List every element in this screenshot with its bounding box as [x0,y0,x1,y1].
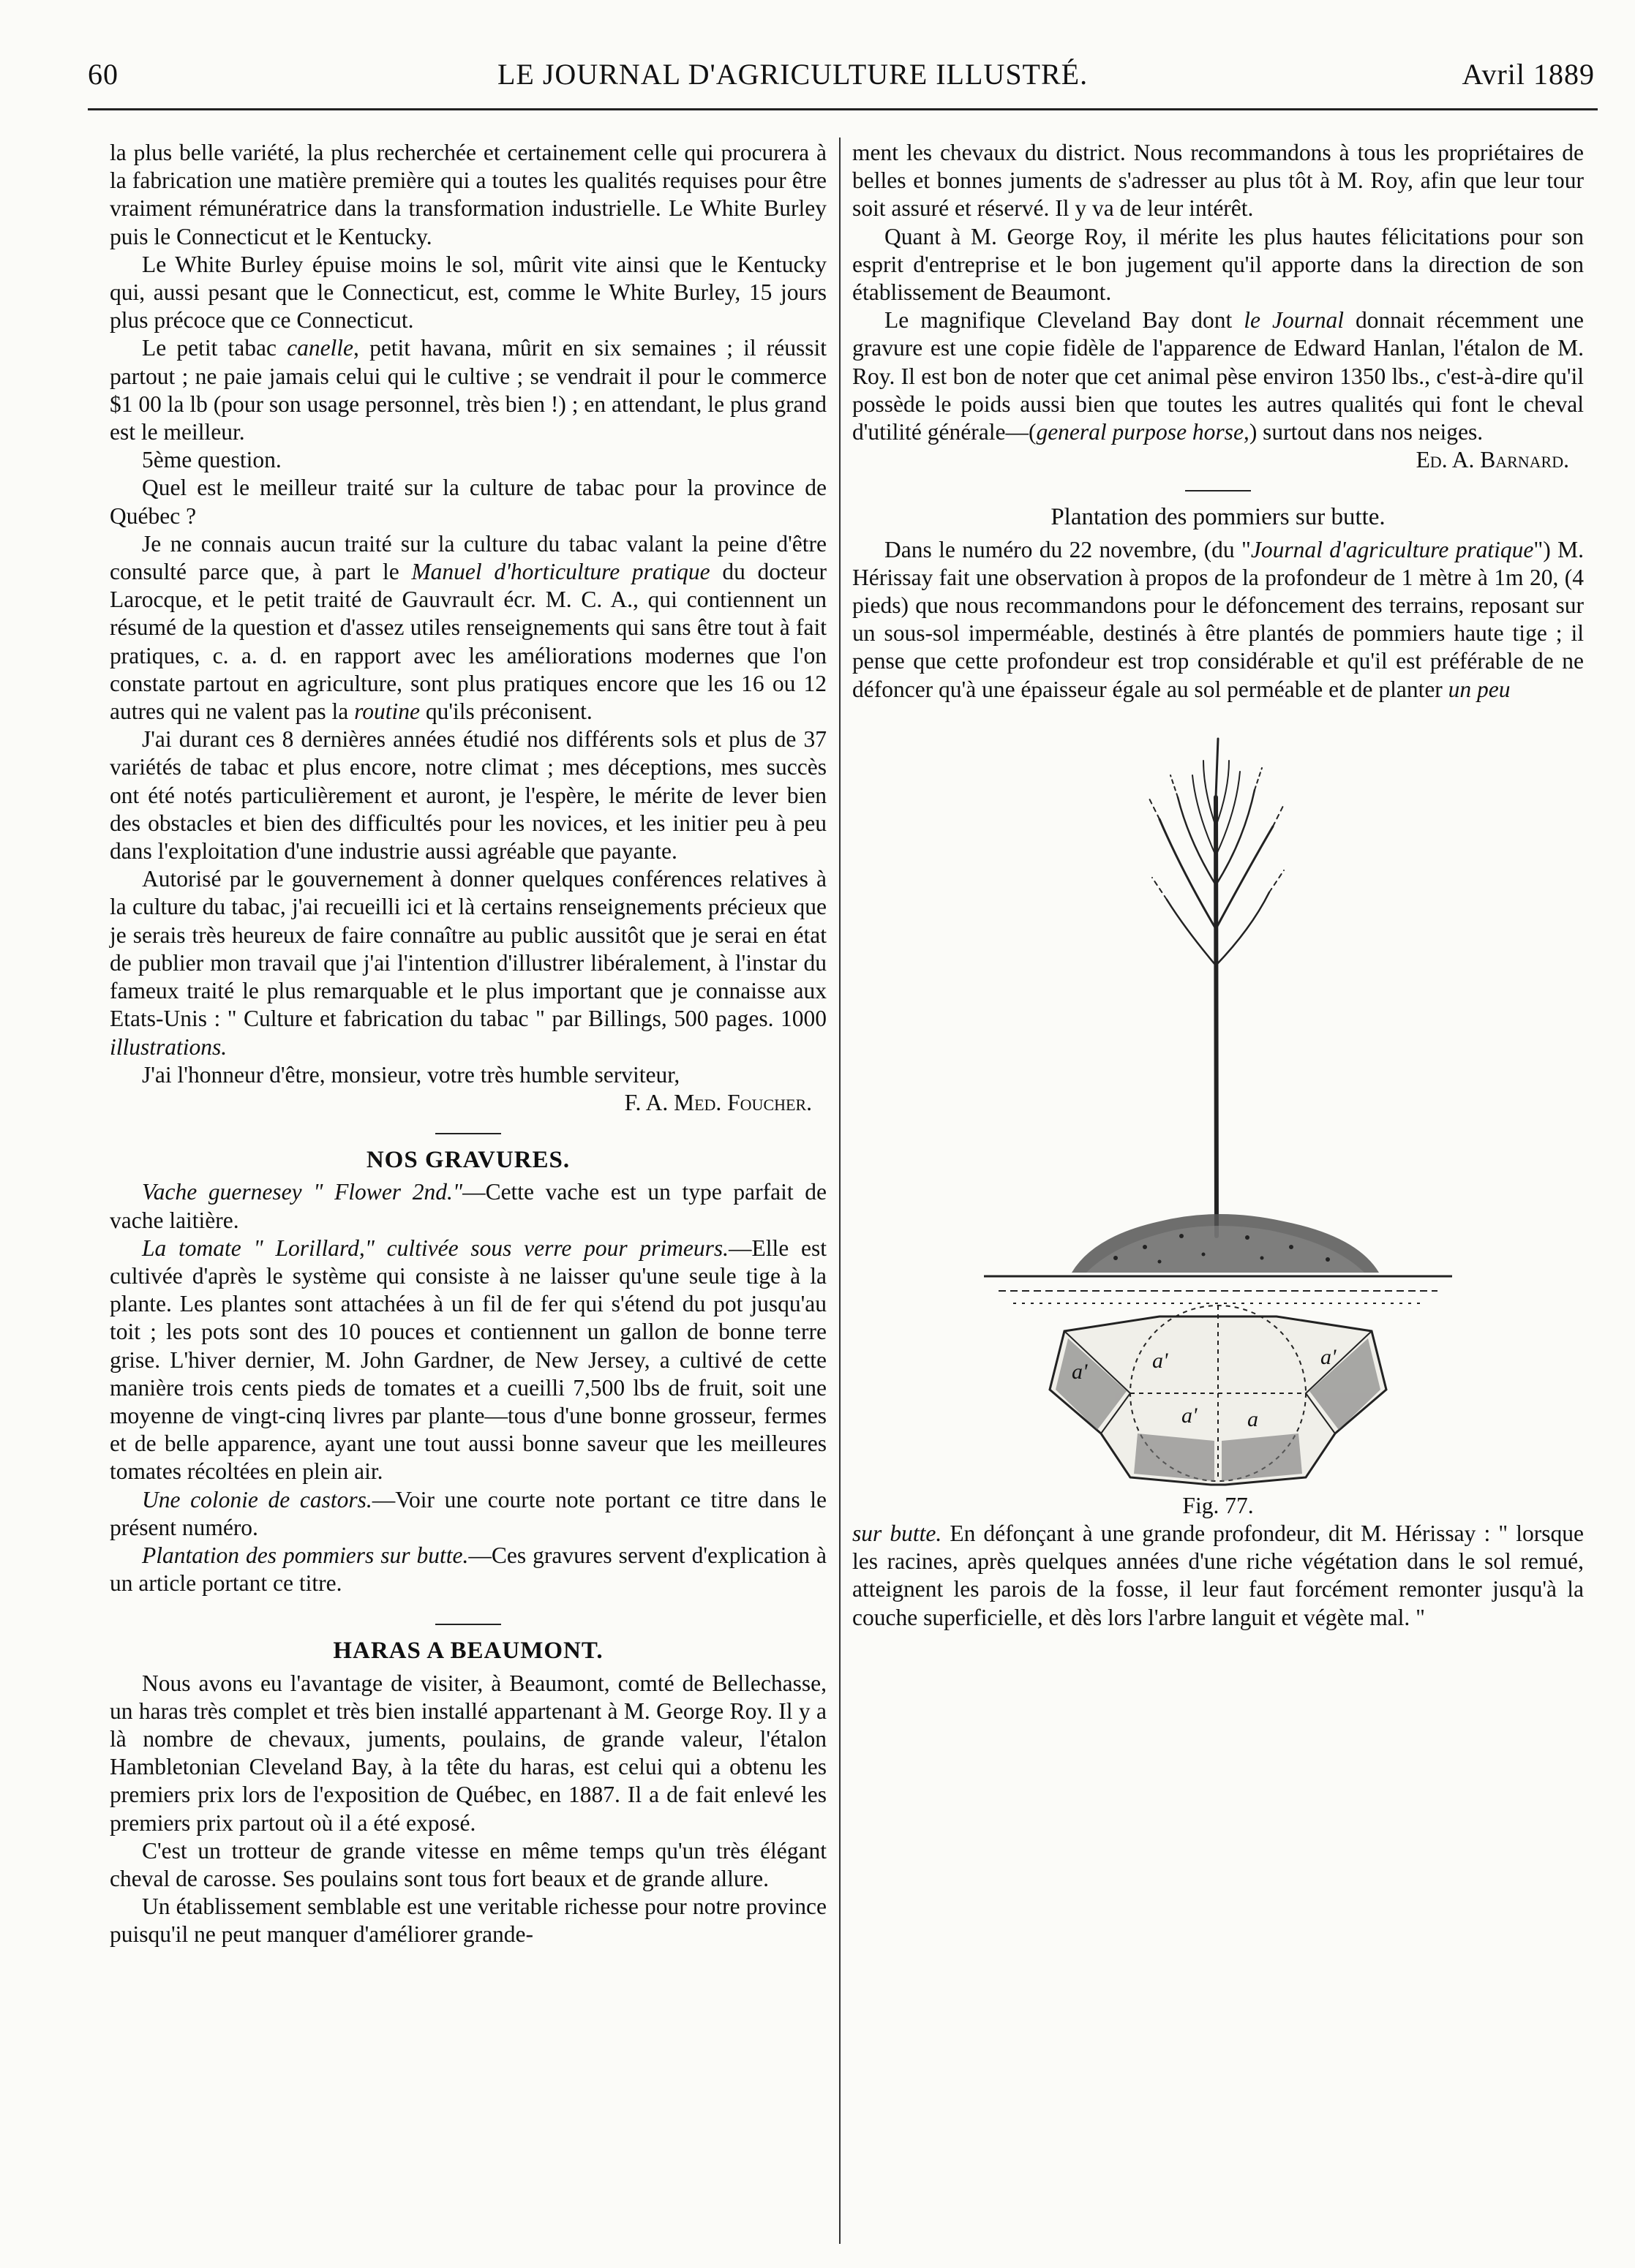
section-title-plantation: Plantation des pommiers sur butte. [1050,504,1386,531]
paragraph: J'ai l'honneur d'être, monsieur, votre très humble serviteur, [142,1061,680,1088]
paragraph: Je ne connais aucun traité sur la culture du tabac valant la peine d'être consulté parce que, à part le Manuel d'horticulture pratique du docteur Larocque, et le petit traité de Gauvrault écr. M. C. A., qui contiennent un résumé de la question et d'assez utiles renseignements qui sans être tout à fait pratiques, c. a. d. en rapport avec les améliorations modernes que l'on constate partout en agriculture, sont plus pratiques encore que les 16 ou 12 autres qui ne valent pas la routine qu'ils préconisent. [110,530,827,725]
paragraph: ment les chevaux du district. Nous recommandons à tous les propriétaires de belles et bonnes juments de s'adresser au plus tôt à M. Roy, afin que leur tour soit assuré et réservé. Il y va de leur intérêt. [852,140,1584,222]
figure-77 [852,709,1584,1492]
paragraph: Le White Burley épuise moins le sol, mûrit vite ainsi que le Kentucky qui, aussi pesant que le Connecticut, est, comme le White Burley, 15 jours plus précoce que ce Connecticut. [110,251,827,334]
left-column [110,139,827,1949]
journal-title: LE JOURNAL D'AGRICULTURE ILLUSTRÉ. [497,58,1089,91]
signature: Ed. A. Barnard. [1416,447,1569,473]
paragraph: Le magnifique Cleveland Bay dont le Journal donnait récemment une gravure est une copie fidèle de l'apparence de Edward Hanlan, l'étalon de M. Roy. Il est bon de noter que cet animal pèse environ 1350 lbs., c'est-à-dire qu'il possède le poids aussi bien que toutes les autres qualités qui font le cheval d'utilité générale—(general purpose horse,) surtout dans nos neiges. [852,307,1584,445]
tree-on-mound-illustration [852,709,1584,1492]
paragraph: La tomate " Lorillard," cultivée sous verre pour primeurs.—Elle est cultivée d'après le système qui consiste à ne laisser qu'une seule tige à la plante. Les plantes sont attachées à un fil de fer qui s'étend du pot jusqu'au toit ; les pots sont des 10 pouces et contiennent un gallon de bonne terre grise. L'hiver dernier, M. John Gardner, de New Jersey, a cultivé de cette manière trois cents pieds de tomates et a cueilli 7,500 lbs de fruit, soit une moyenne de vingt-cinq livres par plante—tous d'une bonne grosseur, fermes et de belle apparence, ayant une tout aussi bonne saveur que les meilleures tomates récoltées en plein air. [110,1235,827,1485]
section-title-nos-gravures: NOS GRAVURES. [366,1147,571,1174]
diagram-label-a-prime: a' [1181,1403,1198,1428]
column-divider [839,137,841,2244]
paragraph: Vache guernesey " Flower 2nd."—Cette vache est un type parfait de vache laitière. [110,1179,827,1233]
paragraph: Une colonie de castors.—Voir une courte note portant ce titre dans le présent numéro. [110,1486,827,1540]
paragraph: Plantation des pommiers sur butte.—Ces gravures servent d'explication à un article portant ce titre. [110,1542,827,1597]
paragraph: Quant à M. George Roy, il mérite les plus hautes félicitations pour son esprit d'entreprise et le bon jugement qu'il apporte dans la direction de son établissement de Beaumont. [852,223,1584,306]
page-header [88,57,1595,108]
section-separator [1185,490,1251,491]
paragraph: J'ai durant ces 8 dernières années étudié nos différents sols et plus de 37 variétés de tabac et plus encore, notre climat ; mes déceptions, mes succès ont été notés particulièrement et auront, je l'espère, le mérite de lever bien des obstacles et bien des difficultés pour les novices, et les initier peu à peu dans l'exploitation d'une industrie aussi agréable que payante. [110,726,827,864]
section-title-haras: HARAS A BEAUMONT. [333,1638,604,1665]
header-rule [88,108,1598,110]
diagram-label-a: a [1247,1406,1258,1431]
diagram-label-a-prime: a' [1072,1359,1088,1384]
paragraph: sur butte. En défonçant à une grande profondeur, dit M. Hérissay : " lorsque les racines, après quelques années d'une riche végétation dans le sol remué, atteignent les parois de la fosse, il leur faut forcément remonter jusqu'à la couche superficielle, et dès lors l'arbre languit et végète mal. " [852,1521,1584,1630]
paragraph: Autorisé par le gouvernement à donner quelques conférences relatives à la culture du tabac, j'ai recueilli ici et là certains renseignements précieux que je serais très heureux de faire connaître au public aussitôt que je serai en état de publier mon travail que j'ai l'intention d'illustrer libéralement, à l'instar du fameux traité le plus remarquable et le plus important que je connaisse aux Etats-Unis : " Culture et fabrication du tabac " par Billings, 500 pages. 1000 illustrations. [110,866,827,1060]
paragraph: C'est un trotteur de grande vitesse en même temps qu'un très élégant cheval de carosse. Ses poulains sont tous fort beaux et de grande allure. [110,1837,827,1891]
right-column [852,139,1584,1632]
issue-date: Avril 1889 [1462,58,1595,91]
question-heading: 5ème question. [142,447,282,473]
figure-caption: Fig. 77. [1182,1492,1254,1518]
diagram-label-a-prime: a' [1152,1348,1168,1373]
paragraph: Le petit tabac canelle, petit havana, mûrit en six semaines ; il réussit partout ; ne paie jamais celui qui le cultive ; se vendrait il pour le commerce $1 00 la lb (pour son usage personnel, très bien !) ; en attendant, le plus grand est le meilleur. [110,335,827,445]
diagram-label-a-prime: a' [1320,1344,1337,1369]
paragraph: Quel est le meilleur traité sur la culture de tabac pour la province de Québec ? [110,475,827,529]
paragraph: Nous avons eu l'avantage de visiter, à Beaumont, comté de Bellechasse, un haras très complet et très bien installé appartenant à M. George Roy. Il y a là nombre de chevaux, juments, poulains, de grande valeur, l'étalon Hambletonian Cleveland Bay, à la tête du haras, est celui qui a obtenu les premiers prix lors de l'exposition de Québec, en 1887. Il a de fait enlevé les premiers prix partout où il a été exposé. [110,1670,827,1836]
paragraph: Un établissement semblable est une veritable richesse pour notre province puisqu'il ne peut manquer d'améliorer grande- [110,1894,827,1948]
paragraph: Dans le numéro du 22 novembre, (du "Journal d'agriculture pratique") M. Hérissay fait une observation à propos de la profondeur de 1 mètre à 1m 20, (4 pieds) que nous recommandons pour le défoncement des terrains, reposant sur un sous-sol imperméable, destinés à être plantés de pommiers haute tige ; il pense que cette profondeur est trop considérable et qu'il est préférable de ne défoncer qu'à une épaisseur égale au sol perméable et de planter un peu [852,536,1584,702]
signature: F. A. Med. Foucher. [624,1089,812,1115]
section-separator [435,1624,501,1625]
paragraph: la plus belle variété, la plus recherchée et certainement celle qui procurera à la fabrication une matière première qui a toutes les qualités requises pour être vraiment rémunératrice dans la transformation industrielle. Le White Burley puis le Connecticut et le Kentucky. [110,140,827,249]
section-separator [435,1133,501,1134]
page-number: 60 [88,58,119,91]
